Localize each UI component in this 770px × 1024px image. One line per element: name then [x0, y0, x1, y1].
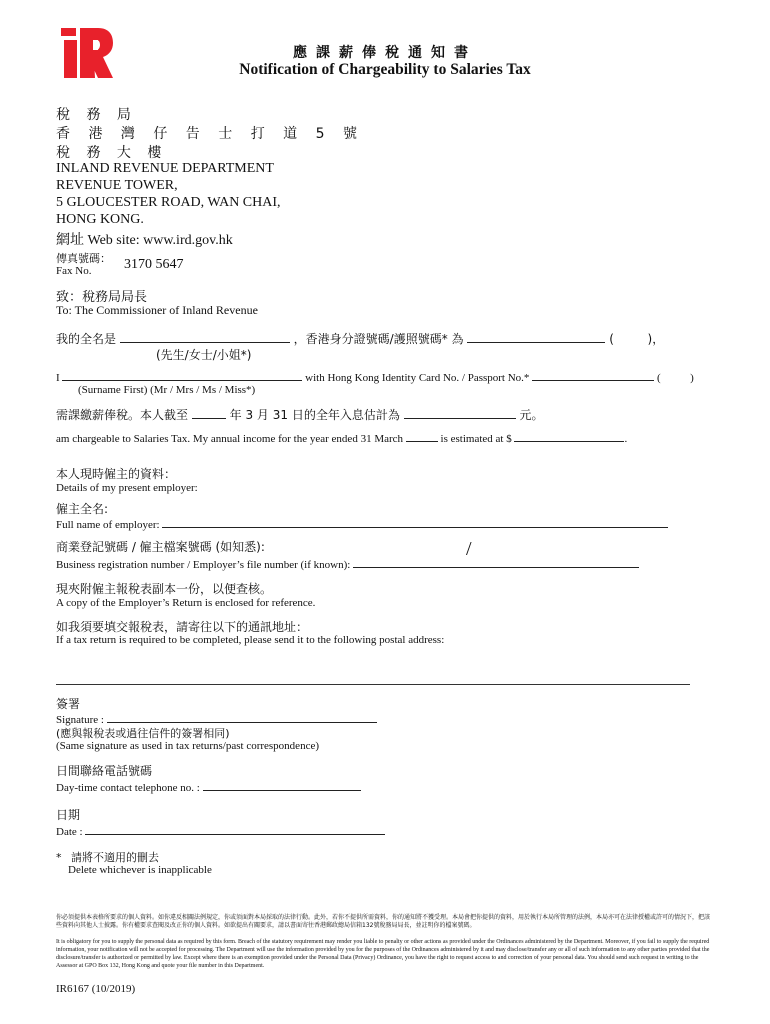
name-label-zh: 我的全名是: [56, 332, 117, 346]
name-label-en: I: [56, 372, 60, 384]
employer-heading-zh: 本人現時僱主的資料：: [56, 467, 177, 481]
income-amount-field-en[interactable]: [514, 430, 624, 442]
income-line-zh: [56, 406, 544, 423]
employer-heading-en: Details of my present employer:: [56, 482, 198, 494]
website-link[interactable]: Web site: www.ird.gov.hk: [87, 233, 233, 248]
phone-label-en: Day-time contact telephone no. :: [56, 782, 200, 794]
income-mid-en: is estimated at $: [440, 433, 512, 445]
name-line-zh: [56, 330, 664, 347]
address-en-line2: REVENUE TOWER,: [56, 178, 178, 193]
signature-label-en: Signature :: [56, 714, 104, 726]
phone-line: [56, 779, 361, 794]
employer-name-label-zh: 僱主全名:: [56, 502, 109, 516]
address-zh-line3: 稅 務 大 樓: [56, 145, 168, 161]
date-label-en: Date :: [56, 826, 83, 838]
postal-address-label-zh: 如我須要填交報稅表，請寄往以下的通訊地址：: [56, 620, 309, 634]
id-number-field-en[interactable]: [532, 369, 654, 381]
signature-note-en: (Same signature as used in tax returns/past correspondence): [56, 740, 319, 752]
year-field-en[interactable]: [406, 430, 438, 442]
income-line-en: [56, 430, 627, 445]
employer-name-label-en: Full name of employer:: [56, 519, 160, 531]
fax-label-zh: 傳真號碼：: [56, 252, 111, 265]
date-field[interactable]: [85, 823, 385, 835]
address-zh-line2: 香 港 灣 仔 告 士 打 道 5 號: [56, 126, 364, 142]
income-mid-zh: 年 3 月 31 日的全年入息估計為: [229, 408, 400, 422]
recipient-zh: 致：稅務局局長: [56, 290, 148, 305]
name-note-en: (Surname First) (Mr / Mrs / Ms / Miss*): [78, 384, 256, 396]
postal-address-field[interactable]: [56, 684, 690, 685]
form-code: IR6167 (10/2019): [56, 983, 136, 995]
id-paren-close-en: ): [690, 372, 694, 384]
title-note-zh: (先生/女士/小姐*): [156, 348, 252, 362]
privacy-statement-zh: 你必須提供本表格所要求的個人資料。如你違反相關法例規定，你或須面對本局採取的法律行動。此外，若你不提供所需資料，你的通知將不獲受理。本局會把你提供的資料，用於執行本局所管理的法例，本局亦可在法律授權或許可的情況下，把該些資料向其他人士披露。你有權要求查閱及改正你的個人資料。如欲提出有關要求，請以書面寄往香港郵政總局信箱132號稅務局局長，並註明你的檔案號碼。: [56, 914, 711, 929]
website-line: [56, 229, 233, 249]
income-amount-field-zh[interactable]: [404, 407, 516, 419]
income-label-en: am chargeable to Salaries Tax. My annual income for the year ended 31 March: [56, 433, 404, 445]
copy-note-en: A copy of the Employer’s Return is enclosed for reference.: [56, 597, 316, 609]
postal-address-label-en: If a tax return is required to be completed, please send it to the following postal address:: [56, 634, 445, 646]
brn-separator: /: [466, 538, 472, 560]
address-en-line1: INLAND REVENUE DEPARTMENT: [56, 161, 274, 176]
date-label-zh: 日期: [56, 808, 81, 822]
id-paren-open: (: [609, 332, 614, 346]
signature-line: [56, 711, 377, 726]
fax-number: 3170 5647: [124, 257, 184, 272]
title-chinese: 應課薪俸稅通知書: [293, 45, 477, 61]
signature-label-zh: 簽署: [56, 697, 81, 711]
recipient-en: To: The Commissioner of Inland Revenue: [56, 303, 258, 317]
address-en-line4: HONG KONG.: [56, 212, 144, 227]
signature-field[interactable]: [107, 711, 377, 723]
brn-label-zh: 商業登記號碼 / 僱主檔案號碼 (如知悉):: [56, 540, 265, 554]
privacy-statement-en: It is obligatory for you to supply the personal data as required by this form. Breach of the statutory requirement may render you liable to penalty or other actions as provided under the Ordinances administered by the Department. Moreover, if you fail to supply the required information, your notification will not be accepted for processing. The Department will use the information provided by you for the purposes of the Ordinances administered by it and may disclose/transfer any or all of such information to any other parties provided that the disclosure/transfer is authorized or permitted by law. Except where there is an exemption provided under the Personal Data (Privacy) Ordinance, you have the right to request access to and correction of your personal data. You should send such request in writing to the Assessor at GPO Box 132, Hong Kong and quote your file number in this Department.: [56, 939, 710, 969]
copy-note-zh: 現夾附僱主報稅表副本一份，以便查核。: [56, 582, 273, 596]
income-label-zh: 需課繳薪俸稅。本人截至: [56, 408, 189, 422]
footnote-mark: *: [56, 851, 62, 864]
brn-field[interactable]: [353, 556, 639, 568]
name-line-en: [56, 369, 694, 384]
date-line: [56, 823, 385, 838]
id-number-field[interactable]: [467, 331, 605, 343]
brn-line: [56, 556, 639, 571]
phone-field[interactable]: [203, 779, 361, 791]
full-name-field-en[interactable]: [62, 369, 302, 381]
id-paren-close: )，: [647, 332, 665, 346]
address-zh-line1: 稅 務 局: [56, 107, 137, 123]
signature-note-zh: (應與報稅表或過往信件的簽署相同): [56, 727, 230, 740]
income-end-en: .: [624, 433, 628, 445]
full-name-field[interactable]: [120, 331, 290, 343]
id-paren-open-en: (: [656, 372, 661, 384]
income-end-zh: 元。: [519, 408, 544, 422]
employer-name-line: [56, 516, 668, 531]
id-label-en: with Hong Kong Identity Card No. / Passport No.*: [305, 372, 530, 384]
website-label-zh: 網址: [56, 232, 84, 248]
fax-label-en: Fax No.: [56, 265, 92, 277]
phone-label-zh: 日間聯絡電話號碼: [56, 764, 153, 778]
footnote-zh-line: [56, 849, 159, 865]
title-english: Notification of Chargeability to Salaries Tax: [239, 61, 531, 78]
id-label-zh: ，香港身分證號碼/護照號碼* 為: [293, 332, 464, 346]
address-en-line3: 5 GLOUCESTER ROAD, WAN CHAI,: [56, 195, 281, 210]
footnote-en: Delete whichever is inapplicable: [68, 864, 212, 876]
footnote-zh: 請將不適用的刪去: [71, 851, 159, 864]
year-field-zh[interactable]: [192, 407, 226, 419]
brn-label-en: Business registration number / Employer’s file number (if known):: [56, 559, 351, 571]
employer-name-field[interactable]: [162, 516, 668, 528]
